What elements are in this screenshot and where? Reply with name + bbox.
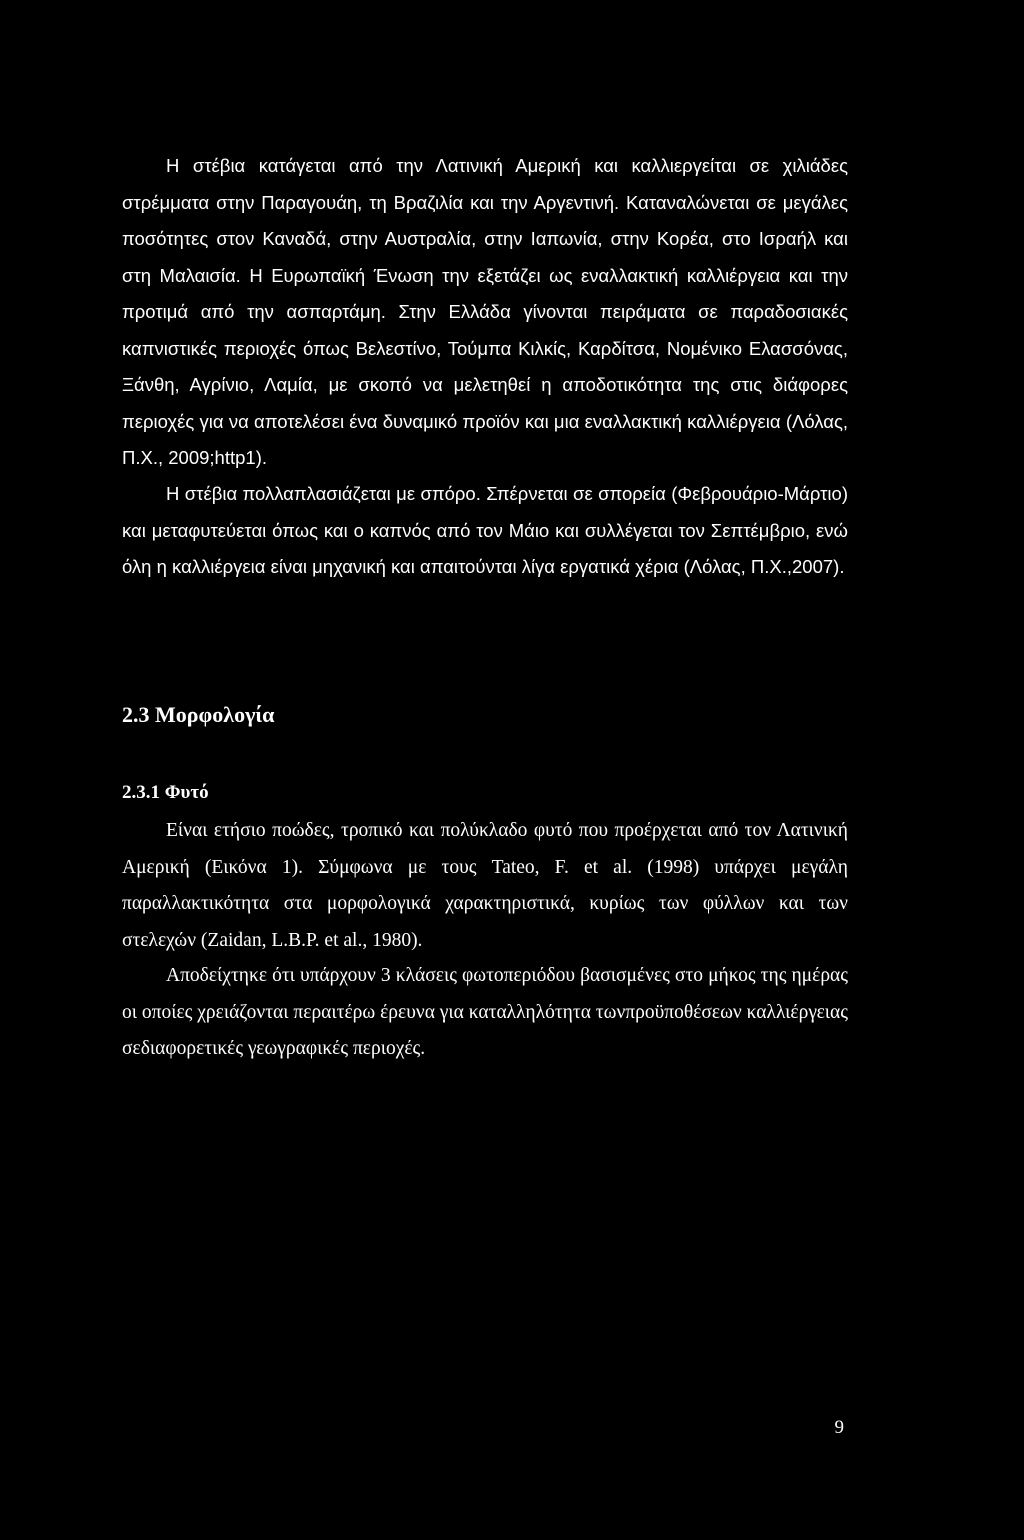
subsection-heading: 2.3.1 Φυτό bbox=[122, 782, 209, 803]
paragraph-photoperiod: Αποδείχτηκε ότι υπάρχουν 3 κλάσεις φωτοπεριόδου βασισμένες στο μήκος της ημέρας οι οποίες χρειάζονται περαιτέρω έρευνα για καταλληλότητα τωνπροϋποθέσεων καλλιέργειας σεδιαφορετικές γεωγραφικές περιοχές. bbox=[122, 965, 848, 1059]
paragraph-stevia-propagation: Η στέβια πολλαπλασιάζεται με σπόρο. Σπέρνεται σε σπορεία (Φεβρουάριο-Μάρτιο) και μεταφυτεύεται όπως και ο καπνός από τον Μάιο και συλλέγεται τον Σεπτέμβριο, ενώ όλη η καλλιέργεια είναι μηχανική και απαιτούνται λίγα εργατικά χέρια (Λόλας, Π.Χ.,2007). bbox=[122, 483, 848, 577]
paragraph-stevia-origin: Η στέβια κατάγεται από την Λατινική Αμερική και καλλιεργείται σε χιλιάδες στρέμματα στην Παραγουάη, τη Βραζιλία και την Αργεντινή. Καταναλώνεται σε μεγάλες ποσότητες στον Καναδά, στην Αυστραλία, στην Ιαπωνία, στην Κορέα, στο Ισραήλ και στη Μαλαισία. Η Ευρωπαϊκή Ένωση την εξετάζει ως εναλλακτική καλλιέργεια και την προτιμά από την ασπαρτάμη. Στην Ελλάδα γίνονται πειράματα σε παραδοσιακές καπνιστικές περιοχές όπως Βελεστίνο, Τούμπα Κιλκίς, Καρδίτσα, Νομένικο Ελασσόνας, Ξάνθη, Αγρίνιο, Λαμία, με σκοπό να μελετηθεί η αποδοτικότητα της στις διάφορες περιοχές για να αποτελέσει ένα δυναμικό προϊόν και μια εναλλακτική καλλιέργεια (Λόλας, Π.Χ., 2009;http1). bbox=[122, 155, 848, 468]
section-heading: 2.3 Μορφολογία bbox=[122, 702, 275, 727]
page-number: 9 bbox=[834, 1417, 844, 1438]
paragraph-plant-description: Είναι ετήσιο ποώδες, τροπικό και πολύκλαδο φυτό που προέρχεται από τον Λατινική Αμερική (Εικόνα 1). Σύμφωνα με τους Tateo, F. et al. (1998) υπάρχει μεγάλη παραλλακτικότητα στα μορφολογικά χαρακτηριστικά, κυρίως των φύλλων και των στελεχών (Zaidan, L.B.P. et al., 1980). bbox=[122, 820, 848, 951]
